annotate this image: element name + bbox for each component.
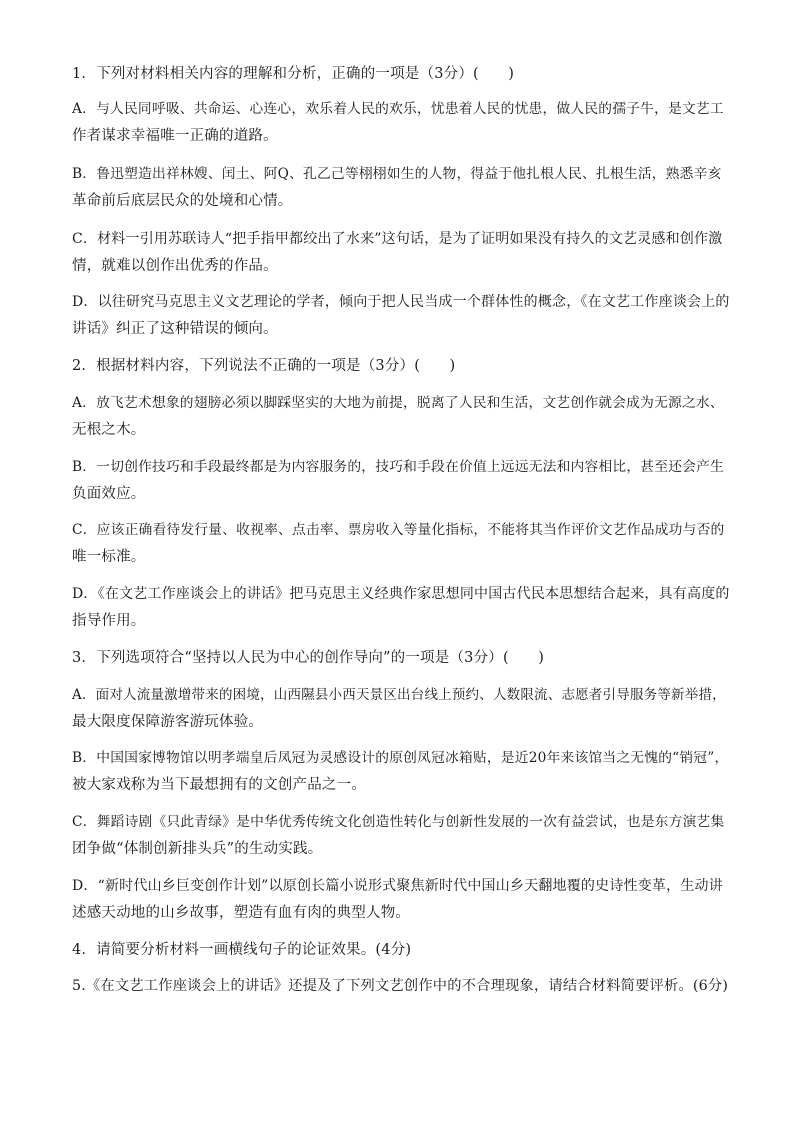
q2-option-b-line-1: B．一切创作技巧和手段最终都是为内容服务的，技巧和手段在价值上远远无法和内容相比，甚至还会产生 bbox=[72, 459, 725, 475]
question-4-stem: 4．请简要分析材料一画横线句子的论证效果。(4分) bbox=[72, 942, 412, 958]
q1-option-d-line-1: D．以往研究马克思主义文艺理论的学者，倾向于把人民当成一个群体性的概念，《在文艺工作座谈会上的 bbox=[72, 294, 730, 310]
question-1-stem: 1．下列对材料相关内容的理解和分析，正确的一项是（3分）( ) bbox=[72, 66, 515, 82]
question-5-stem: 5.《在文艺工作座谈会上的讲话》还提及了下列文艺创作中的不合理现象，请结合材料简要评析。(6分) bbox=[72, 978, 729, 994]
q1-option-a-line-2: 作者谋求幸福唯一正确的道路。 bbox=[72, 128, 278, 144]
q3-option-d-line-1: D．“新时代山乡巨变创作计划”以原创长篇小说形式聚焦新时代中国山乡天翻地覆的史诗性变革，生动讲 bbox=[72, 878, 723, 894]
q3-option-b-line-1: B．中国国家博物馆以明孝端皇后凤冠为灵感设计的原创凤冠冰箱贴，是近20年来该馆当之无愧的“销冠”， bbox=[72, 750, 729, 766]
q3-option-c-line-2: 团争做“体制创新排头兵”的生动实践。 bbox=[72, 841, 323, 857]
q1-option-c-line-2: 情，就难以创作出优秀的作品。 bbox=[72, 258, 278, 274]
q1-option-d-line-2: 讲话》纠正了这种错误的倾向。 bbox=[72, 321, 278, 337]
question-3-stem: 3．下列选项符合“坚持以人民为中心的创作导向”的一项是（3分）( ) bbox=[72, 650, 545, 666]
q1-option-c-line-1: C．材料一引用苏联诗人“把手指甲都绞出了水来”这句话，是为了证明如果没有持久的文艺灵感和创作激 bbox=[72, 231, 723, 247]
q1-option-a-line-1: A．与人民同呼吸、共命运、心连心，欢乐着人民的欢乐，忧患着人民的忧患，做人民的孺子牛，是文艺工 bbox=[72, 101, 724, 117]
q3-option-a-line-2: 最大限度保障游客游玩体验。 bbox=[72, 714, 264, 730]
q3-option-c-line-1: C．舞蹈诗剧《只此青绿》是中华优秀传统文化创造性转化与创新性发展的一次有益尝试，也是东方演艺集 bbox=[72, 814, 725, 830]
q2-option-d-line-1: D．《在文艺工作座谈会上的讲话》把马克思主义经典作家思想同中国古代民本思想结合起来，具有高度的 bbox=[72, 586, 730, 602]
q2-option-c-line-2: 唯一标准。 bbox=[72, 549, 146, 565]
q2-option-d-line-2: 指导作用。 bbox=[72, 613, 146, 629]
q1-option-b-line-2: 革命前后底层民众的处境和心情。 bbox=[72, 193, 293, 209]
q1-option-b-line-1: B．鲁迅塑造出祥林嫂、闰土、阿Q、孔乙己等栩栩如生的人物，得益于他扎根人民、扎根生活，熟悉辛亥 bbox=[72, 166, 722, 182]
q2-option-a-line-1: A．放飞艺术想象的翅膀必须以脚踩坚实的大地为前提，脱离了人民和生活，文艺创作就会成为无源之水、 bbox=[72, 395, 724, 411]
q3-option-b-line-2: 被大家戏称为当下最想拥有的文创产品之一。 bbox=[72, 777, 366, 793]
q3-option-d-line-2: 述感天动地的山乡故事，塑造有血有肉的典型人物。 bbox=[72, 905, 411, 921]
q3-option-a-line-1: A．面对人流量激增带来的困境，山西隰县小西天景区出台线上预约、人数限流、志愿者引导服务等新举措， bbox=[72, 687, 726, 703]
q2-option-b-line-2: 负面效应。 bbox=[72, 486, 146, 502]
q2-option-c-line-1: C．应该正确看待发行量、收视率、点击率、票房收入等量化指标，不能将其当作评价文艺作品成功与否的 bbox=[72, 522, 725, 538]
question-2-stem: 2．根据材料内容，下列说法不正确的一项是（3分）( ) bbox=[72, 358, 456, 374]
q2-option-a-line-2: 无根之木。 bbox=[72, 422, 146, 438]
